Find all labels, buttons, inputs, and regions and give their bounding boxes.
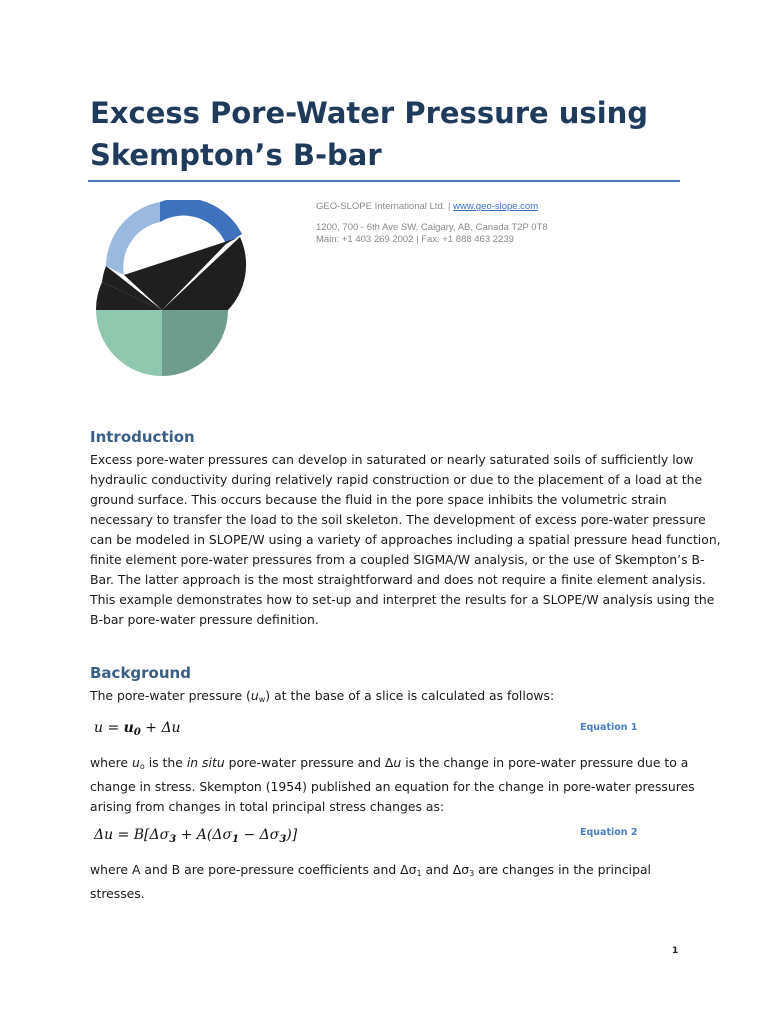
introduction-line: Excess pore-water pressures can develop in saturated or nearly saturated soils of sufficiently low bbox=[90, 452, 694, 467]
bg-p2-line-1 bbox=[90, 753, 689, 777]
title-line-1: Excess Pore-Water Pressure using bbox=[90, 96, 649, 130]
eq2-d: )] bbox=[286, 827, 298, 843]
bg-p2-b: is the bbox=[144, 755, 187, 770]
equation-1-label: Equation 1 bbox=[580, 722, 638, 733]
bg-p3-sub3: 3 bbox=[469, 869, 475, 878]
equation-2 bbox=[94, 825, 297, 850]
bg-p2-var: u bbox=[132, 755, 140, 770]
bg-p3-sub1: 1 bbox=[416, 869, 422, 878]
logo-segment-blue bbox=[160, 200, 242, 244]
introduction-line: ground surface. This occurs because the fluid in the pore space inhibits the volumetric strain bbox=[90, 492, 667, 507]
bg-p1-sub: w bbox=[258, 695, 266, 704]
background-heading: Background bbox=[90, 664, 191, 682]
company-separator: | bbox=[448, 201, 451, 212]
eq1-rest: + Δu bbox=[140, 720, 181, 736]
introduction-line: finite element pore-water pressures from a coupled SIGMA/W analysis, or the use of Skempton’s B- bbox=[90, 552, 705, 567]
eq2-c: − Δσ bbox=[239, 827, 280, 843]
geo-slope-logo bbox=[96, 200, 270, 378]
page-number: 1 bbox=[672, 946, 679, 956]
bg-p3-a: where A and B are pore-pressure coefficients and Δσ bbox=[90, 862, 417, 877]
eq2-b: + A(Δσ bbox=[176, 827, 233, 843]
equation-1 bbox=[94, 718, 181, 743]
document-title bbox=[90, 92, 690, 176]
bg-p3-c: are changes in the principal stresses. bbox=[90, 862, 651, 901]
bg-p1-pre: The pore-water pressure ( bbox=[90, 688, 251, 703]
introduction-line: hydraulic conductivity during relatively rapid construction or due to the placement of a load at the bbox=[90, 472, 703, 487]
logo-segment-mint bbox=[96, 310, 162, 376]
bg-p2-italic: in situ bbox=[186, 755, 225, 770]
title-line-2: Skempton’s B-bar bbox=[90, 138, 382, 172]
bg-p2-var2: u bbox=[393, 755, 402, 770]
logo-segment-light-blue bbox=[106, 202, 160, 275]
background-paragraph-1 bbox=[90, 686, 680, 710]
company-address: 1200, 700 - 6th Ave SW, Calgary, AB, Canada T2P 0T8 bbox=[316, 222, 548, 233]
bg-p2-line-3: arising from changes in total principal stress changes as: bbox=[90, 799, 445, 814]
background-paragraph-3 bbox=[90, 860, 680, 904]
title-divider bbox=[88, 180, 680, 182]
equation-2-label: Equation 2 bbox=[580, 827, 638, 838]
company-name-row bbox=[316, 201, 676, 213]
logo-segment-teal bbox=[162, 310, 228, 376]
bg-p2-d: is the change in pore-water pressure due to a bbox=[401, 755, 689, 770]
bg-p2-line-2: change in stress. Skempton (1954) published an equation for the change in pore-water pressures bbox=[90, 779, 695, 794]
eq2-sub1: 1 bbox=[232, 834, 239, 845]
introduction-line: can be modeled in SLOPE/W using a variety of approaches including a spatial pressure head function, bbox=[90, 532, 721, 547]
background-paragraph-2 bbox=[90, 753, 695, 817]
eq1-u0-sub: 0 bbox=[133, 727, 141, 738]
bg-p1-post: ) at the base of a slice is calculated as follows: bbox=[265, 688, 555, 703]
introduction-line: B-bar pore-water pressure definition. bbox=[90, 612, 319, 627]
introduction-paragraph bbox=[90, 450, 721, 630]
introduction-line: Bar. The latter approach is the most straightforward and does not require a finite element analysis. bbox=[90, 572, 706, 587]
eq1-lhs: u = bbox=[94, 720, 124, 736]
bg-p1-var: u bbox=[250, 688, 259, 703]
bg-p2-sub: o bbox=[139, 762, 145, 771]
eq2-sub3a: 3 bbox=[169, 834, 177, 845]
introduction-line: This example demonstrates how to set-up and interpret the results for a SLOPE/W analysis using the bbox=[90, 592, 715, 607]
company-contact: Main: +1 403 269 2002 | Fax: +1 888 463 2239 bbox=[316, 234, 514, 245]
company-website-link[interactable]: www.geo-slope.com bbox=[453, 201, 539, 212]
bg-p2-a: where bbox=[90, 755, 132, 770]
company-info bbox=[316, 201, 676, 246]
introduction-heading: Introduction bbox=[90, 428, 195, 446]
eq2-sub3b: 3 bbox=[279, 834, 287, 845]
bg-p2-c: pore-water pressure and Δ bbox=[224, 755, 394, 770]
eq2-a: Δu = B[Δσ bbox=[94, 827, 170, 843]
introduction-line: necessary to transfer the load to the soil skeleton. The development of excess pore-water pressure bbox=[90, 512, 706, 527]
eq1-u0: u bbox=[123, 720, 134, 736]
bg-p3-b: and Δσ bbox=[421, 862, 470, 877]
company-name: GEO-SLOPE International Ltd. bbox=[316, 201, 446, 212]
